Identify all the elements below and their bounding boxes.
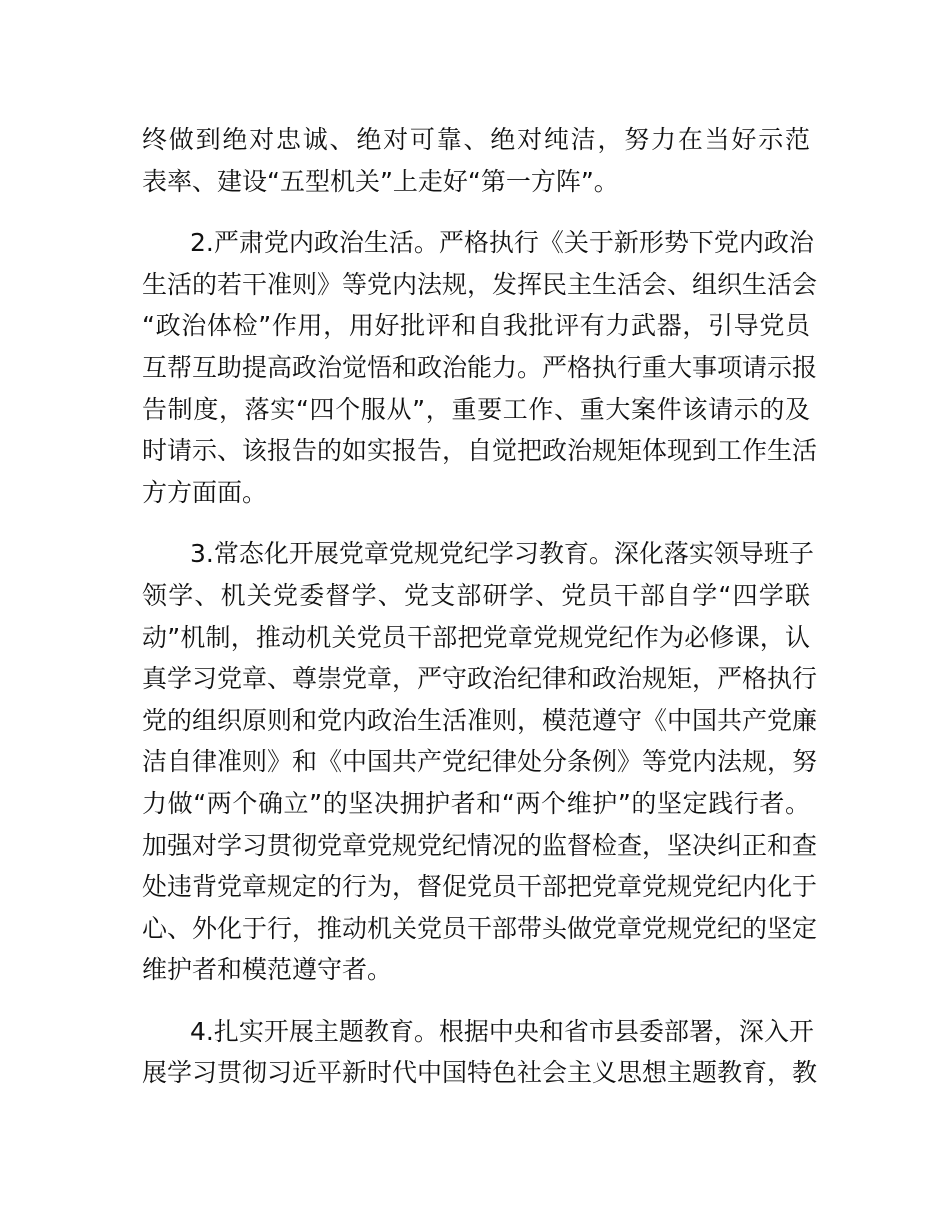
text-line: 展学习贯彻习近平新时代中国特色社会主义思想主题教育，教 [142, 1058, 818, 1088]
text-line: 2.严肃党内政治生活。严格执行《关于新形势下党内政治 [190, 228, 814, 258]
text-line: 领学、机关党委督学、党支部研学、党员干部自学“四学联 [142, 580, 810, 610]
text-line: 洁自律准则》和《中国共产党纪律处分条例》等党内法规，努 [142, 747, 818, 777]
text-line: “政治体检”作用，用好批评和自我批评有力武器，引导党员 [142, 311, 810, 341]
text-line: 力做“两个确立”的坚决拥护者和“两个维护”的坚定践行者。 [142, 788, 810, 818]
text-line: 加强对学习贯彻党章党规党纪情况的监督检查，坚决纠正和查 [142, 830, 818, 860]
text-line: 4.扎实开展主题教育。根据中央和省市县委部署，深入开 [190, 1016, 814, 1046]
text-line: 动”机制，推动机关党员干部把党章党规党纪作为必修课，认 [142, 622, 810, 652]
text-line: 终做到绝对忠诚、绝对可靠、绝对纯洁，努力在当好示范 [142, 125, 810, 154]
text-line: 告制度，落实“四个服从”，重要工作、重大案件该请示的及 [142, 394, 810, 424]
text-line: 互帮互助提高政治觉悟和政治能力。严格执行重大事项请示报 [142, 352, 818, 382]
paragraph-continuation [142, 119, 810, 202]
text-line: 方方面面。 [142, 477, 268, 507]
text-line: 表率、建设“五型机关”上走好“第一方阵”。 [142, 166, 619, 196]
text-line: 党的组织原则和党内政治生活准则，模范遵守《中国共产党廉 [142, 705, 818, 735]
text-line: 3.常态化开展党章党规党纪学习教育。深化落实领导班子 [190, 539, 814, 569]
paragraph-item-3 [142, 533, 818, 991]
paragraph-item-4 [142, 1011, 818, 1094]
text-line: 真学习党章、尊崇党章，严守政治纪律和政治规矩，严格执行 [142, 664, 818, 694]
text-line: 心、外化于行，推动机关党员干部带头做党章党规党纪的坚定 [142, 913, 818, 943]
text-line: 处违背党章规定的行为，督促党员干部把党章党规党纪内化于 [142, 872, 818, 902]
text-line: 生活的若干准则》等党内法规，发挥民主生活会、组织生活会 [142, 269, 818, 299]
paragraph-item-2 [142, 222, 818, 513]
text-line: 时请示、该报告的如实报告，自觉把政治规矩体现到工作生活 [142, 436, 818, 466]
document-page [142, 119, 818, 1114]
text-line: 维护者和模范遵守者。 [142, 955, 393, 985]
